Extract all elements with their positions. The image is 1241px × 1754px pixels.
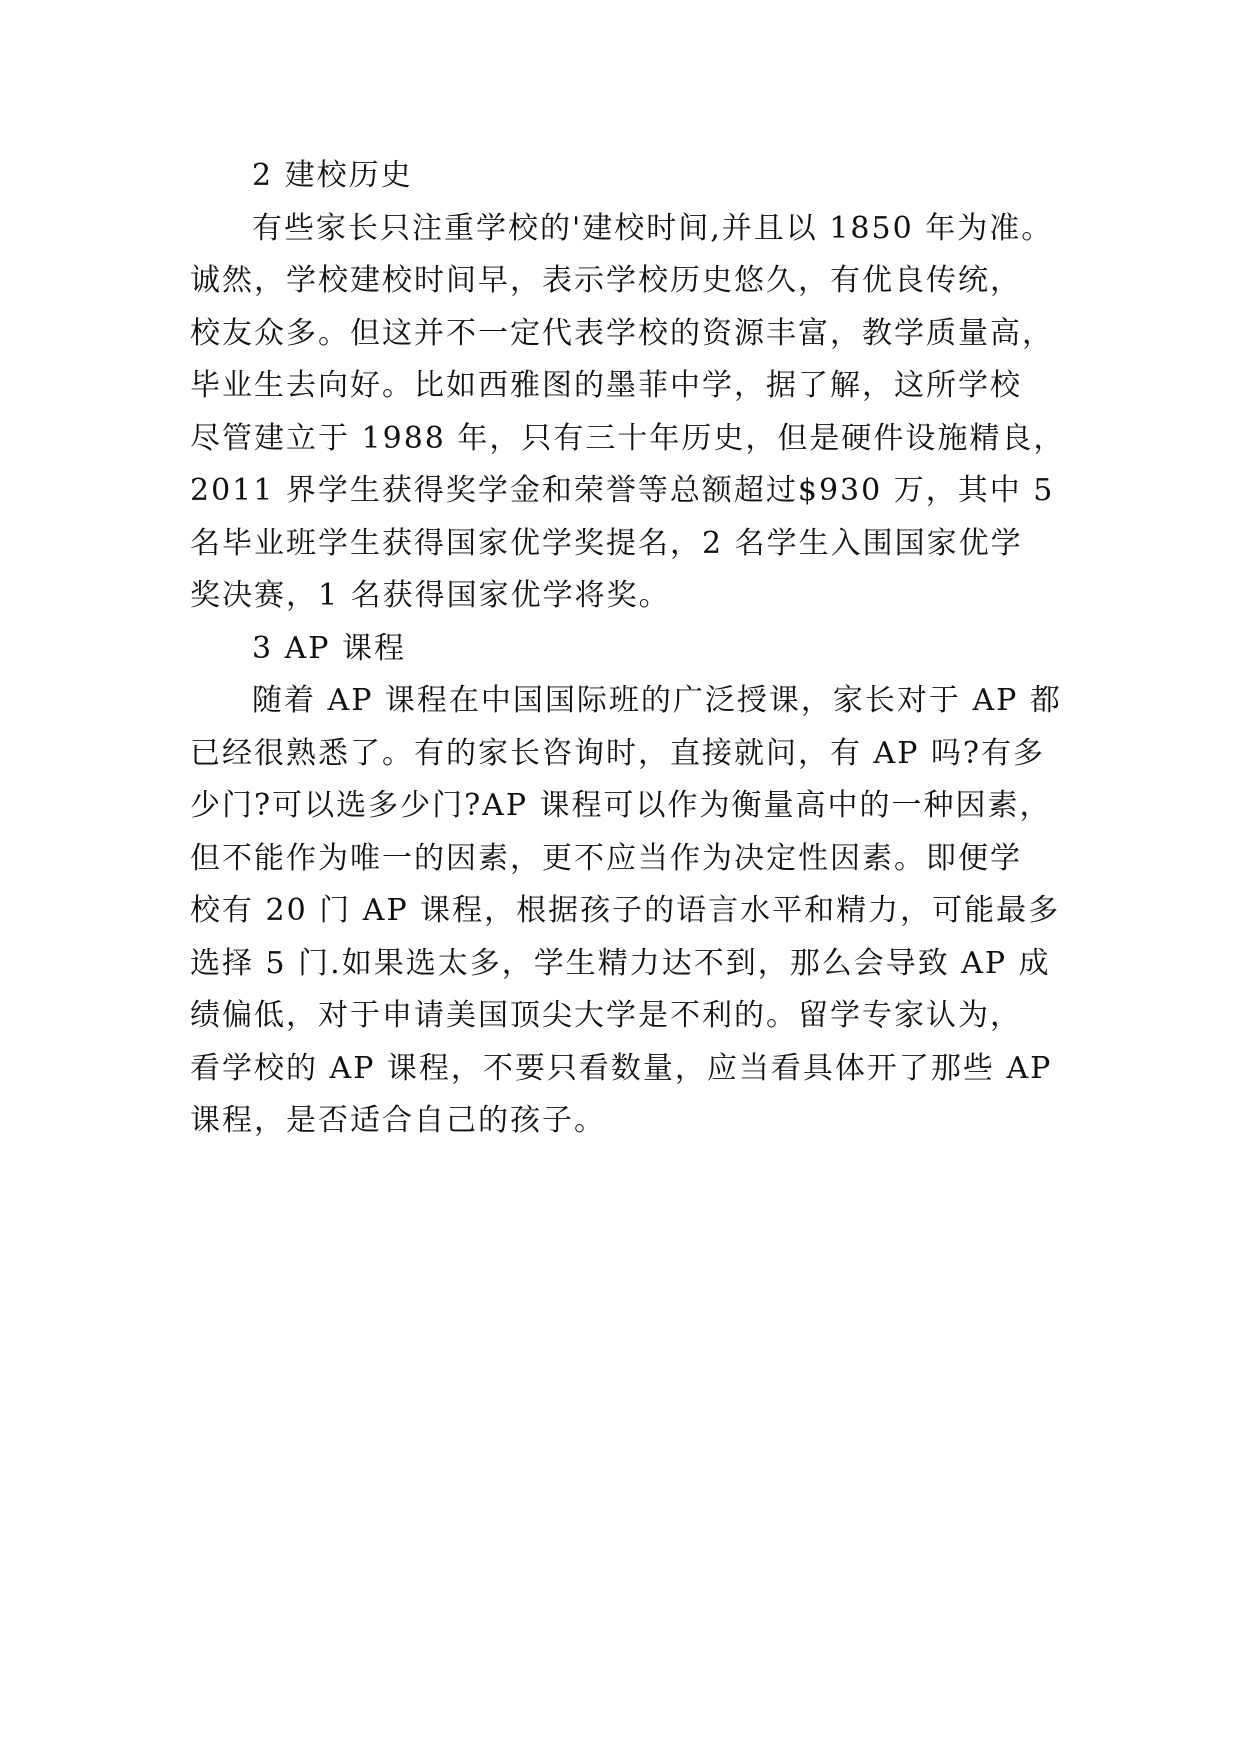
paragraph-line: 名毕业班学生获得国家优学奖提名，2 名学生入围国家优学 (190, 525, 1023, 561)
paragraph-line: 尽管建立于 1988 年，只有三十年历史，但是硬件设施精良， (190, 420, 1066, 456)
paragraph-line: 绩偏低，对于申请美国顶尖大学是不利的。留学专家认为， (190, 998, 1022, 1033)
paragraph-line: 2011 界学生获得奖学金和荣誉等总额超过$930 万，其中 5 (190, 473, 1055, 508)
paragraph-line: 看学校的 AP 课程，不要只看数量，应当看具体开了那些 AP (190, 1050, 1053, 1086)
paragraph-line: 奖决赛，1 名获得国家优学将奖。 (190, 578, 671, 613)
paragraph-line: 但不能作为唯一的因素，更不应当作为决定性因素。即便学 (190, 840, 1022, 876)
paragraph-ap (190, 675, 1070, 1148)
document-body (190, 150, 1070, 1148)
paragraph-line: 诚然，学校建校时间早，表示学校历史悠久，有优良传统， (190, 263, 1022, 298)
section-heading-history: 2 建校历史 (252, 158, 413, 193)
paragraph-line: 已经很熟悉了。有的家长咨询时，直接就问，有 AP 吗?有多 (190, 735, 1046, 771)
paragraph-line: 校有 20 门 AP 课程，根据孩子的语言水平和精力，可能最多 (190, 893, 1061, 928)
section-heading-ap: 3 AP 课程 (252, 630, 407, 666)
paragraph-line: 随着 AP 课程在中国国际班的广泛授课，家长对于 AP 都 (252, 683, 1062, 718)
paragraph-line: 少门?可以选多少门?AP 课程可以作为衡量高中的一种因素， (190, 788, 1052, 823)
paragraph-line: 选择 5 门.如果选太多，学生精力达不到，那么会导致 AP 成 (190, 945, 1051, 981)
paragraph-line: 校友众多。但这并不一定代表学校的资源丰富，教学质量高， (190, 315, 1054, 351)
paragraph-line: 课程，是否适合自己的孩子。 (190, 1103, 606, 1138)
paragraph-history (190, 203, 1070, 623)
paragraph-line: 毕业生去向好。比如西雅图的墨菲中学，据了解，这所学校 (190, 368, 1022, 403)
paragraph-line: 有些家长只注重学校的'建校时间,并且以 1850 年为准。 (252, 210, 1054, 246)
